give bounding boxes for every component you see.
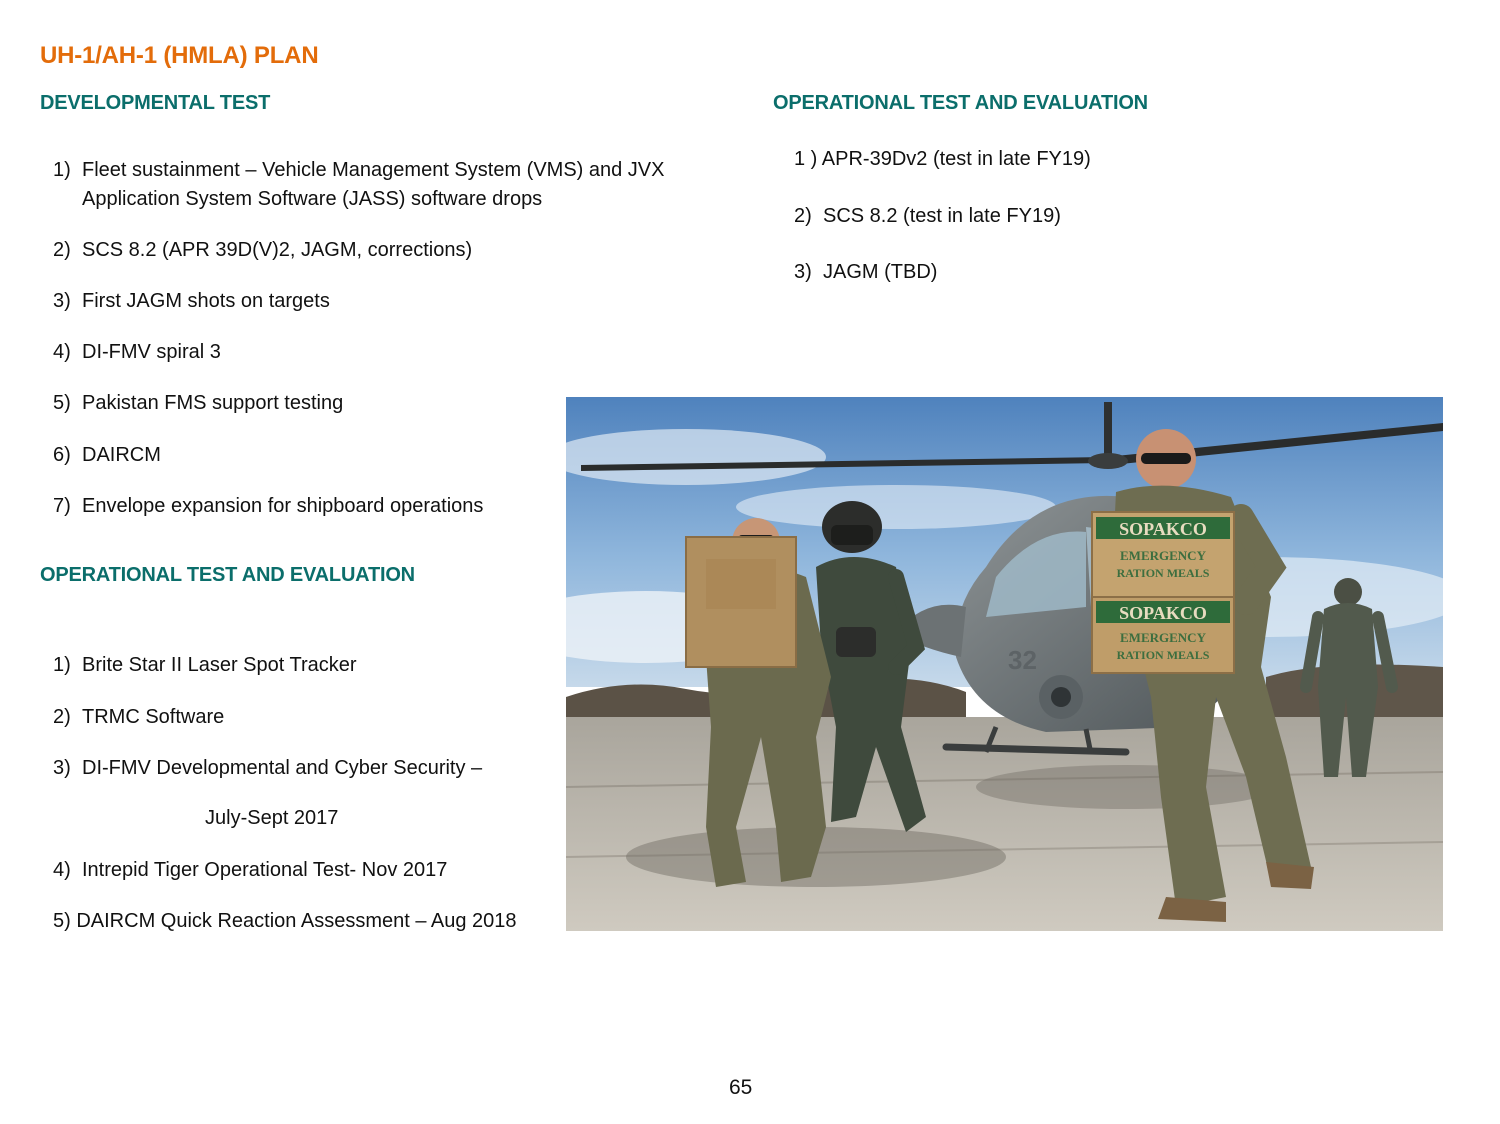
page-number: 65 xyxy=(729,1076,753,1099)
ote-right-item-1: 1 ) APR-39Dv2 (test in late FY19) xyxy=(794,148,1091,170)
dev-test-item-5: 5) Pakistan FMS support testing xyxy=(53,392,344,414)
ote-left-item-3-continuation: July-Sept 2017 xyxy=(205,807,339,829)
ote-left-item-3: 3) DI-FMV Developmental and Cyber Security – xyxy=(53,757,483,779)
dev-test-item-6: 6) DAIRCM xyxy=(53,444,161,466)
ote-left-heading: OPERATIONAL TEST AND EVALUATION xyxy=(40,564,415,586)
ote-right-item-3: 3) JAGM (TBD) xyxy=(794,261,938,283)
ration-box-right-top xyxy=(1092,512,1234,597)
developmental-test-heading: DEVELOPMENTAL TEST xyxy=(40,92,271,114)
dev-test-item-7: 7) Envelope expansion for shipboard operations xyxy=(53,495,484,517)
dev-test-item-1: 1) Fleet sustainment – Vehicle Management System (VMS) and JVX Application System Software (JASS) software drops xyxy=(53,159,665,210)
ote-left-item-5: 5) DAIRCM Quick Reaction Assessment – Aug 2018 xyxy=(53,910,517,932)
dev-test-item-3: 3) First JAGM shots on targets xyxy=(53,290,330,312)
ote-right-item-2: 2) SCS 8.2 (test in late FY19) xyxy=(794,205,1061,227)
svg-text:EMERGENCY: EMERGENCY xyxy=(1120,548,1206,563)
ote-right-heading: OPERATIONAL TEST AND EVALUATION xyxy=(773,92,1148,114)
svg-text:EMERGENCY: EMERGENCY xyxy=(1120,630,1206,645)
helicopter-photo xyxy=(566,397,1443,931)
ration-box-right-bottom xyxy=(1092,597,1234,673)
ote-left-item-2: 2) TRMC Software xyxy=(53,706,225,728)
svg-text:RATION MEALS: RATION MEALS xyxy=(1116,648,1210,662)
page-title: UH-1/AH-1 (HMLA) PLAN xyxy=(40,42,319,69)
ote-left-item-4: 4) Intrepid Tiger Operational Test- Nov 2017 xyxy=(53,859,448,881)
dev-test-item-2: 2) SCS 8.2 (APR 39D(V)2, JAGM, corrections) xyxy=(53,239,473,261)
ote-left-item-1: 1) Brite Star II Laser Spot Tracker xyxy=(53,654,357,676)
svg-text:SOPAKCO: SOPAKCO xyxy=(1119,519,1207,539)
svg-text:SOPAKCO: SOPAKCO xyxy=(1119,603,1207,623)
dev-test-item-4: 4) DI-FMV spiral 3 xyxy=(53,341,221,363)
svg-text:RATION MEALS: RATION MEALS xyxy=(1116,566,1210,580)
tail-number: 32 xyxy=(1008,645,1037,675)
